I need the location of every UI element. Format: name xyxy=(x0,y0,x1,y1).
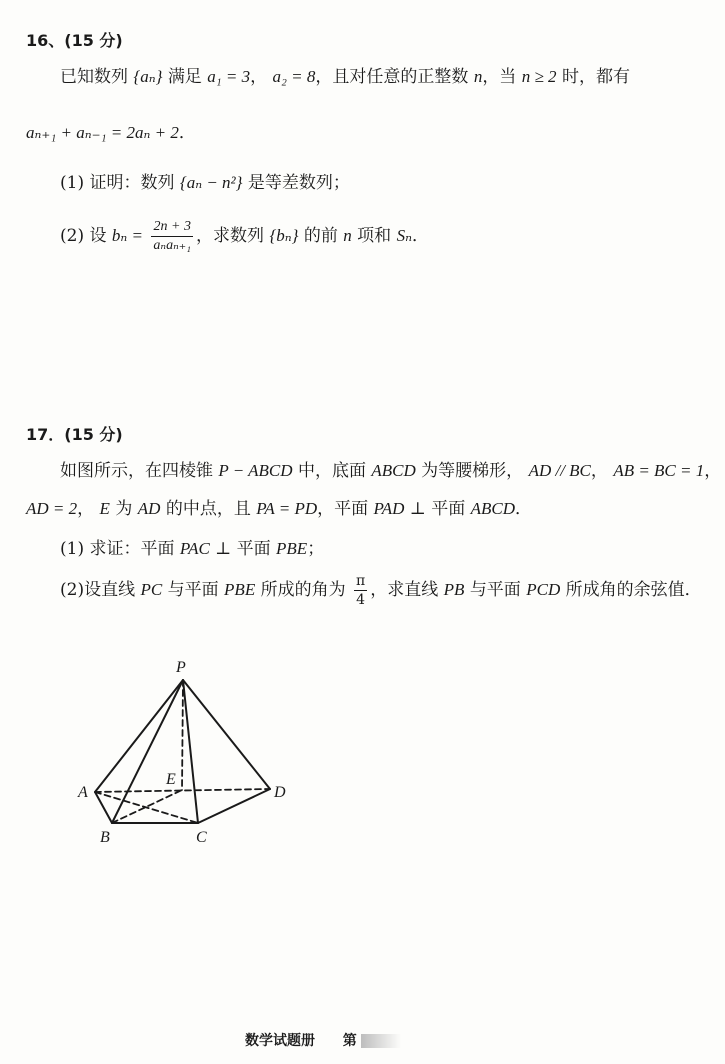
q17-p2-math-4: PCD xyxy=(526,580,561,599)
q17-p1-math-1: PAC xyxy=(179,539,210,558)
label-E: E xyxy=(166,771,176,788)
label-C: C xyxy=(196,829,207,846)
label-D: D xyxy=(274,784,286,801)
q17-p2-math-3: PB xyxy=(443,580,465,599)
q17-l2-math-1: AD = 2 xyxy=(26,499,78,518)
q17-l2-text-c: 的中点，且 xyxy=(165,499,251,519)
q17-p1-text-a: (1) 求证：平面 xyxy=(60,539,175,559)
q16-part2-text-b: 的前 xyxy=(303,226,338,246)
footer-title: 数学试题册 xyxy=(245,1033,315,1049)
q16-seq: {aₙ} xyxy=(133,67,163,86)
q17-p1-text-b: ⊥ 平面 xyxy=(215,539,271,559)
edge-PC xyxy=(183,680,198,823)
q17-p2-frac-numerator: π xyxy=(356,573,366,589)
q17-l1-text-b: 中，底面 xyxy=(297,461,366,481)
q16-part2-label: (2) 设 xyxy=(60,226,107,246)
q16-intro-text-c: ，且对任意的正整数 xyxy=(315,67,469,87)
label-A: A xyxy=(78,784,88,801)
q17-l2-math-5: PAD xyxy=(373,499,405,518)
q17-l1-math-1: P − ABCD xyxy=(218,461,293,480)
q16-part1-text: 是等差数列； xyxy=(247,173,350,193)
q17-header: 17．(15 分) xyxy=(26,425,123,444)
q16-intro-text-a: 已知数列 xyxy=(60,67,128,87)
edge-BE-hidden xyxy=(112,790,182,823)
q17-l2-text-d: ，平面 xyxy=(317,499,369,519)
q17-p2-frac-denominator: 4 xyxy=(356,592,366,608)
q17-l2-math-2: E xyxy=(99,499,110,518)
q17-p1-text-c: ； xyxy=(307,539,325,559)
q17-l1-math-4: AB = BC = 1 xyxy=(613,461,705,480)
footer-partial: 第 xyxy=(342,1033,357,1049)
q16-a1: a₁ = 3 xyxy=(207,67,251,86)
q17-p2-text-c: 所成的角为 xyxy=(260,580,346,600)
q17-p2-text-d: ，求直线 xyxy=(370,580,439,600)
q16-part2-n: n xyxy=(343,226,352,245)
q17-l2-math-4: PA = PD xyxy=(256,499,318,518)
q16-part1-seq: {aₙ − n²} xyxy=(179,173,243,192)
q16-n-var: n xyxy=(473,67,483,86)
q16-intro-text-d: ，当 xyxy=(482,67,517,87)
label-B: B xyxy=(100,829,110,846)
q16-part1-label: (1) 证明：数列 xyxy=(60,173,175,193)
page-footer xyxy=(245,1030,401,1050)
edge-CD xyxy=(198,789,270,823)
q16-header: 16、(15 分) xyxy=(26,31,123,50)
q16-part2-end: ． xyxy=(411,226,429,246)
q16-n-cond: n ≥ 2 xyxy=(521,67,557,86)
label-P: P xyxy=(176,659,186,676)
q16-frac-numerator: 2n + 3 xyxy=(151,218,193,237)
q17-l1-text-a: 如图所示，在四棱锥 xyxy=(60,461,213,481)
q17-l2-text-f: ． xyxy=(515,499,533,519)
q17-l1-text-c: 为等腰梯形， xyxy=(421,461,524,481)
footer-fade-blur xyxy=(361,1034,401,1048)
q17-p2-text-b: 与平面 xyxy=(167,580,219,600)
q16-part2-S: Sₙ xyxy=(396,226,412,245)
q16-part2-seq: {bₙ} xyxy=(269,226,299,245)
q16-a2: a₂ = 8 xyxy=(272,67,316,86)
edge-PB xyxy=(112,680,183,823)
q17-l2-text-e: ⊥ 平面 xyxy=(409,499,466,519)
q17-p2-text-e: 与平面 xyxy=(469,580,521,600)
q16-part2-b: bₙ = xyxy=(111,226,144,245)
q16-frac-denominator: aₙaₙ₊₁ xyxy=(153,238,192,253)
q16-sep: ， xyxy=(250,67,268,87)
q17-l1-math-3: AD // BC xyxy=(528,461,591,480)
q17-p2-text-a: (2)设直线 xyxy=(60,580,136,600)
edge-PE-hidden xyxy=(182,680,183,790)
q17-p1-math-2: PBE xyxy=(276,539,308,558)
q17-l2-math-3: AD xyxy=(137,499,161,518)
q16-part2-text-a: ，求数列 xyxy=(196,226,265,246)
edge-PD xyxy=(183,680,270,789)
q17-p2-text-f: 所成角的余弦值． xyxy=(565,580,702,600)
q16-part2-text-c: 项和 xyxy=(357,226,392,246)
q16-intro-text-b: 满足 xyxy=(167,67,202,87)
q16-recurrence: aₙ₊₁ + aₙ₋₁ = 2aₙ + 2 xyxy=(26,123,179,142)
q17-l1-text-e: ， xyxy=(704,461,722,481)
q17-p2-math-2: PBE xyxy=(224,580,256,599)
q17-l1-math-2: ABCD xyxy=(371,461,416,480)
q17-l2-math-6: ABCD xyxy=(470,499,516,518)
q16-intro-text-e: 时，都有 xyxy=(561,67,630,87)
q17-l2-text-a: ， xyxy=(77,499,95,519)
q17-p2-math-1: PC xyxy=(140,580,163,599)
q17-l1-text-d: ， xyxy=(590,461,608,481)
q17-l2-text-b: 为 xyxy=(115,499,133,519)
q16-recurrence-end: ． xyxy=(178,123,196,143)
